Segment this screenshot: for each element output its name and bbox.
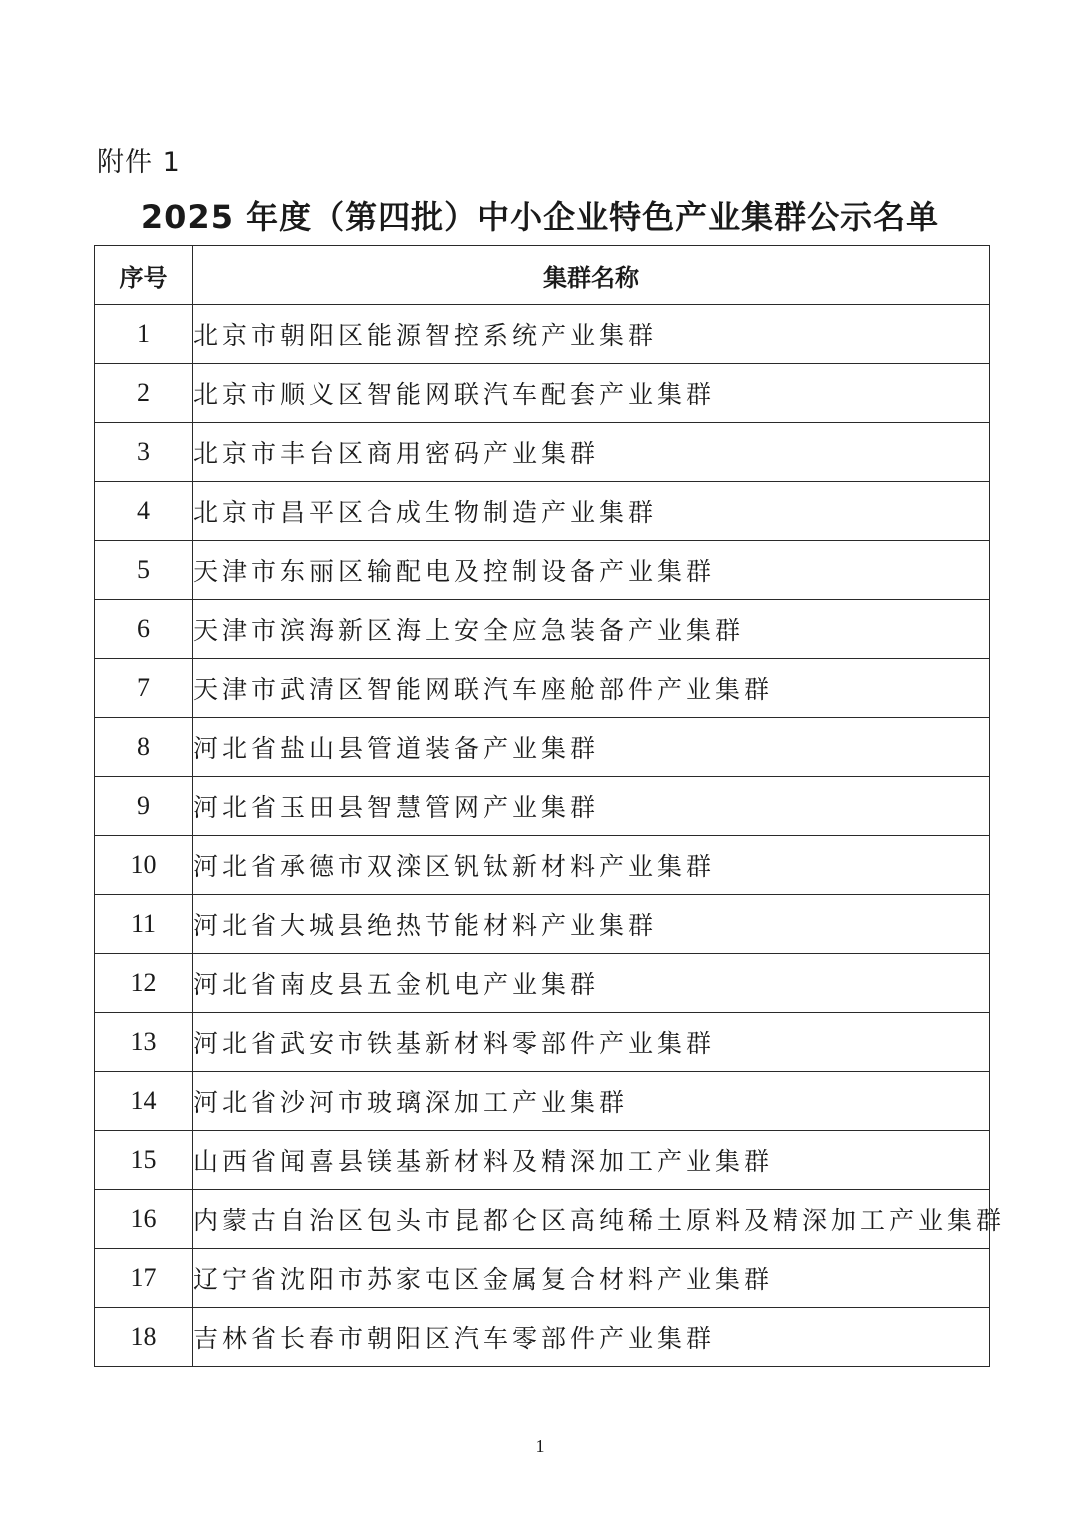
table-row	[95, 777, 990, 836]
row-number: 7	[95, 659, 193, 718]
column-header-number: 序号	[95, 246, 193, 305]
page-title: 2025 年度（第四批）中小企业特色产业集群公示名单	[140, 198, 940, 236]
table-row	[95, 541, 990, 600]
table-row	[95, 364, 990, 423]
row-number: 13	[95, 1013, 193, 1072]
row-number: 5	[95, 541, 193, 600]
row-number: 11	[95, 895, 193, 954]
table-row	[95, 836, 990, 895]
row-number: 8	[95, 718, 193, 777]
cluster-name: 吉林省长春市朝阳区汽车零部件产业集群	[193, 1308, 990, 1367]
cluster-name: 天津市滨海新区海上安全应急装备产业集群	[193, 600, 990, 659]
cluster-name: 天津市武清区智能网联汽车座舱部件产业集群	[193, 659, 990, 718]
cluster-name: 内蒙古自治区包头市昆都仑区高纯稀土原料及精深加工产业集群	[193, 1190, 990, 1249]
row-number: 6	[95, 600, 193, 659]
cluster-name: 河北省武安市铁基新材料零部件产业集群	[193, 1013, 990, 1072]
table-row	[95, 954, 990, 1013]
cluster-name: 河北省沙河市玻璃深加工产业集群	[193, 1072, 990, 1131]
table-row	[95, 718, 990, 777]
table-row	[95, 1308, 990, 1367]
row-number: 14	[95, 1072, 193, 1131]
table-row	[95, 600, 990, 659]
cluster-name: 河北省承德市双滦区钒钛新材料产业集群	[193, 836, 990, 895]
row-number: 15	[95, 1131, 193, 1190]
table-row	[95, 305, 990, 364]
table-row	[95, 1013, 990, 1072]
table-header-row	[95, 246, 990, 305]
table-row	[95, 1131, 990, 1190]
table-row	[95, 423, 990, 482]
table-row	[95, 482, 990, 541]
row-number: 4	[95, 482, 193, 541]
row-number: 18	[95, 1308, 193, 1367]
table-row	[95, 895, 990, 954]
row-number: 17	[95, 1249, 193, 1308]
cluster-name: 山西省闻喜县镁基新材料及精深加工产业集群	[193, 1131, 990, 1190]
table-row	[95, 659, 990, 718]
table-row	[95, 1190, 990, 1249]
table-row	[95, 1249, 990, 1308]
row-number: 12	[95, 954, 193, 1013]
page-number: 1	[535, 1436, 545, 1456]
row-number: 10	[95, 836, 193, 895]
attachment-label: 附件 1	[97, 147, 181, 178]
cluster-name: 天津市东丽区输配电及控制设备产业集群	[193, 541, 990, 600]
cluster-name: 河北省南皮县五金机电产业集群	[193, 954, 990, 1013]
cluster-name: 北京市昌平区合成生物制造产业集群	[193, 482, 990, 541]
row-number: 3	[95, 423, 193, 482]
row-number: 16	[95, 1190, 193, 1249]
row-number: 9	[95, 777, 193, 836]
cluster-name: 河北省玉田县智慧管网产业集群	[193, 777, 990, 836]
cluster-name: 北京市顺义区智能网联汽车配套产业集群	[193, 364, 990, 423]
row-number: 2	[95, 364, 193, 423]
table-row	[95, 1072, 990, 1131]
cluster-name: 河北省盐山县管道装备产业集群	[193, 718, 990, 777]
column-header-cluster-name: 集群名称	[193, 246, 990, 305]
cluster-name: 北京市朝阳区能源智控系统产业集群	[193, 305, 990, 364]
cluster-name: 河北省大城县绝热节能材料产业集群	[193, 895, 990, 954]
cluster-name: 北京市丰台区商用密码产业集群	[193, 423, 990, 482]
cluster-list-table	[94, 245, 1006, 1367]
cluster-name: 辽宁省沈阳市苏家屯区金属复合材料产业集群	[193, 1249, 990, 1308]
row-number: 1	[95, 305, 193, 364]
